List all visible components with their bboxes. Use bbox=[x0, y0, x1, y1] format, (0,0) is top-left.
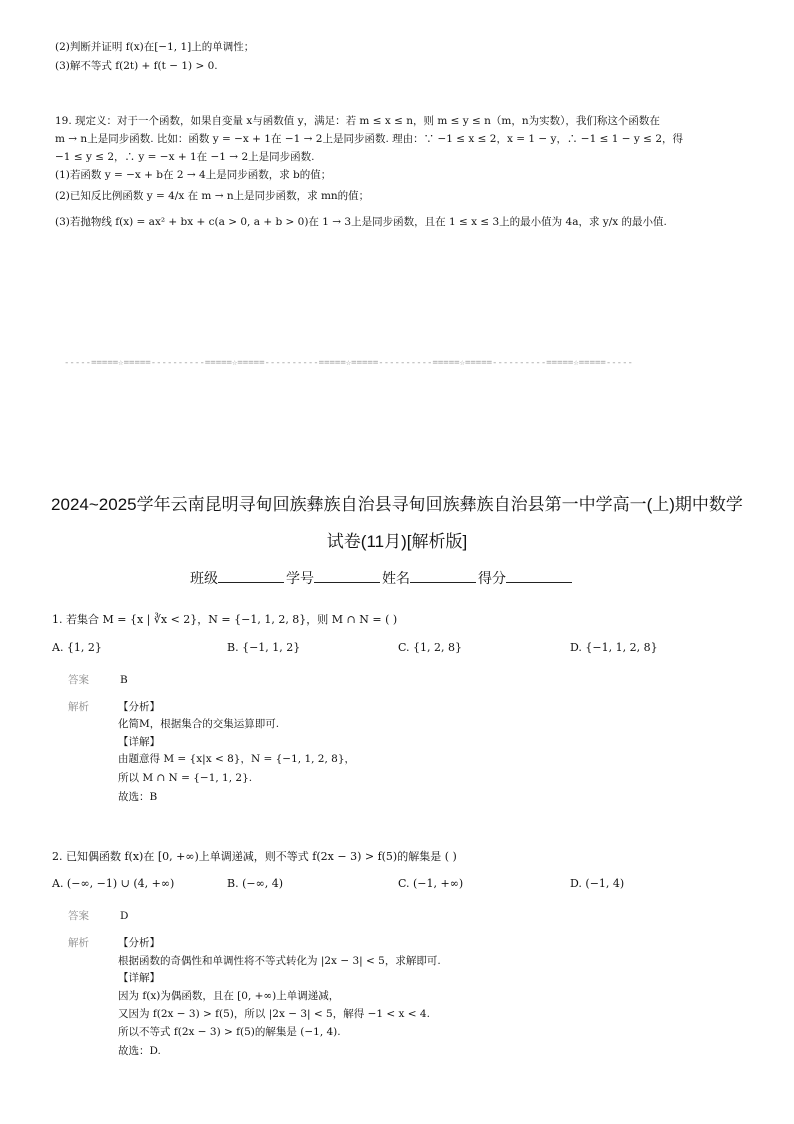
q19-line: −1 ≤ y ≤ 2，∴ y = −x + 1在 −1 → 2上是同步函数. bbox=[55, 151, 315, 163]
q1-analysis-line: 化简M，根据集合的交集运算即可. bbox=[118, 718, 280, 730]
q1-answer-label: 答案 bbox=[68, 674, 89, 686]
q1-analysis-label: 解析 bbox=[68, 701, 89, 713]
q19-sub-3: (3)若抛物线 f(x) = ax² + bx + c(a > 0, a + b > 0)在 1 → 3上是同步函数，且在 1 ≤ x ≤ 3上的最小值为 4a，求 y/x 的最小值. bbox=[55, 216, 667, 228]
name-label: 姓名 bbox=[382, 570, 410, 586]
name-blank[interactable] bbox=[410, 570, 476, 583]
class-label: 班级 bbox=[190, 570, 218, 586]
q2-analysis-label: 解析 bbox=[68, 937, 89, 949]
class-blank[interactable] bbox=[218, 570, 284, 583]
q1-option-b: B. {−1, 1, 2} bbox=[227, 641, 301, 654]
score-label: 得分 bbox=[478, 570, 506, 586]
q1-stem: 1. 若集合 M = {x | ∛x < 2}，N = {−1, 1, 2, 8}，则 M ∩ N = ( ) bbox=[52, 613, 398, 626]
q1-option-d: D. {−1, 1, 2, 8} bbox=[570, 641, 658, 654]
q1-analysis-line: 所以 M ∩ N = {−1, 1, 2}. bbox=[118, 772, 253, 784]
exam-title-line2: 试卷(11月)[解析版] bbox=[326, 532, 468, 551]
question-part-3: (3)解不等式 f(2t) + f(t − 1) > 0. bbox=[55, 60, 218, 72]
q2-option-c: C. (−1, +∞) bbox=[398, 877, 464, 890]
q2-option-a: A. (−∞, −1) ∪ (4, +∞) bbox=[52, 877, 175, 890]
q1-analysis-line: 由题意得 M = {x|x < 8}，N = {−1, 1, 2, 8}， bbox=[118, 753, 356, 765]
section-divider: -----=====☆=====----------=====☆=====----------=====☆=====----------=====☆=====----------=====☆=====----- bbox=[64, 358, 633, 368]
q2-answer: D bbox=[120, 910, 129, 922]
q1-analysis-line: 故选：B bbox=[118, 791, 158, 803]
score-blank[interactable] bbox=[506, 570, 572, 583]
q2-analysis-line: 故选：D. bbox=[118, 1045, 161, 1057]
student-info-row bbox=[190, 568, 574, 588]
q1-answer: B bbox=[120, 674, 128, 686]
q2-analysis-line: 所以不等式 f(2x − 3) > f(5)的解集是 (−1, 4). bbox=[118, 1026, 341, 1038]
q19-sub-2: (2)已知反比例函数 y = 4/x 在 m → n上是同步函数，求 mn的值； bbox=[55, 190, 370, 202]
q2-stem: 2. 已知偶函数 f(x)在 [0, +∞)上单调递减，则不等式 f(2x − 3) > f(5)的解集是 ( ) bbox=[52, 850, 457, 863]
q2-analysis-line: 根据函数的奇偶性和单调性将不等式转化为 |2x − 3| < 5，求解即可. bbox=[118, 955, 441, 967]
q2-analysis-line: 因为 f(x)为偶函数，且在 [0, +∞)上单调递减， bbox=[118, 990, 340, 1002]
q1-analysis-line: 【分析】 bbox=[118, 701, 160, 713]
id-blank[interactable] bbox=[314, 570, 380, 583]
question-part-2: (2)判断并证明 f(x)在[−1, 1]上的单调性； bbox=[55, 41, 255, 53]
q19-line: 19. 现定义：对于一个函数，如果自变量 x与函数值 y，满足：若 m ≤ x ≤ n，则 m ≤ y ≤ n（m，n为实数），我们称这个函数在 bbox=[55, 115, 660, 127]
exam-title-line1: 2024~2025学年云南昆明寻甸回族彝族自治县寻甸回族彝族自治县第一中学高一(上)期中数学 bbox=[51, 495, 743, 514]
q2-analysis-line: 【分析】 bbox=[118, 937, 160, 949]
q1-option-c: C. {1, 2, 8} bbox=[398, 641, 462, 654]
q1-analysis-line: 【详解】 bbox=[118, 736, 160, 748]
id-label: 学号 bbox=[286, 570, 314, 586]
q2-option-d: D. (−1, 4) bbox=[570, 877, 625, 890]
q2-option-b: B. (−∞, 4) bbox=[227, 877, 284, 890]
q19-line: m → n上是同步函数. 比如：函数 y = −x + 1在 −1 → 2上是同步函数. 理由：∵ −1 ≤ x ≤ 2，x = 1 − y，∴ −1 ≤ 1 − y ≤ 2，得 bbox=[55, 133, 683, 145]
q1-option-a: A. {1, 2} bbox=[52, 641, 102, 654]
q19-sub-1: (1)若函数 y = −x + b在 2 → 4上是同步函数，求 b的值； bbox=[55, 169, 332, 181]
q2-analysis-line: 【详解】 bbox=[118, 972, 160, 984]
q2-analysis-line: 又因为 f(2x − 3) > f(5)，所以 |2x − 3| < 5，解得 −1 < x < 4. bbox=[118, 1008, 430, 1020]
q2-answer-label: 答案 bbox=[68, 910, 89, 922]
